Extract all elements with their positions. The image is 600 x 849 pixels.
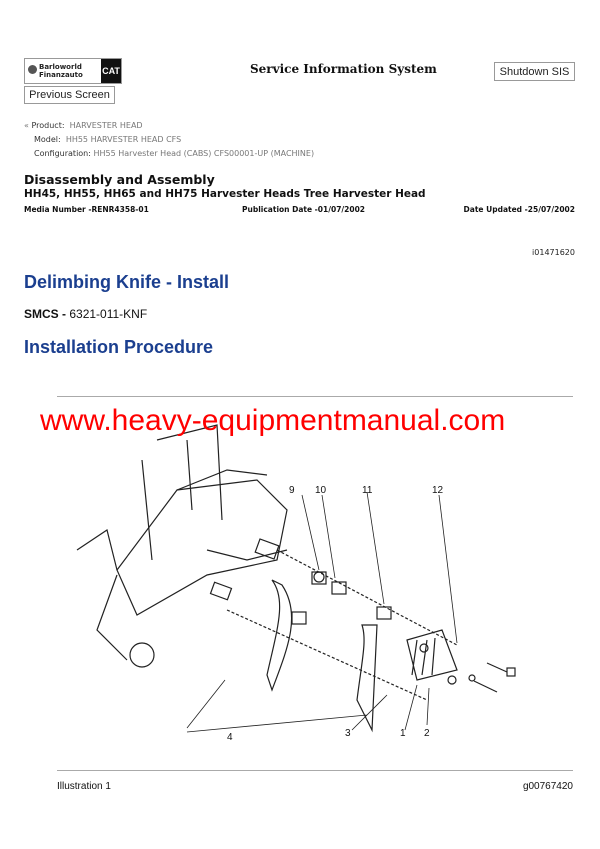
callout-9: 9 (289, 485, 295, 496)
product-value: HARVESTER HEAD (69, 121, 143, 130)
doc-title: Disassembly and Assembly (24, 172, 215, 187)
knife-parts (227, 550, 515, 730)
callout-12: 12 (432, 485, 444, 496)
barloworld-cat-logo (24, 58, 122, 84)
page-heading: Delimbing Knife - Install (24, 272, 230, 292)
publication-date: Publication Date -01/07/2002 (242, 205, 366, 214)
product-label: Product: (31, 121, 65, 130)
shutdown-sis-button[interactable]: Shutdown SIS (494, 62, 575, 81)
smcs-label: SMCS - (24, 307, 66, 321)
config-value: HH55 Harvester Head (CABS) CFS00001-UP (MACHINE) (93, 149, 315, 158)
previous-screen-button[interactable]: Previous Screen (24, 86, 115, 104)
callout-10: 10 (315, 485, 327, 496)
smcs-code: 6321-011-KNF (69, 307, 148, 321)
harvester-frame (77, 425, 287, 667)
media-number: Media Number -RENR4358-01 (24, 205, 149, 214)
callout-3: 3 (345, 728, 351, 739)
callout-2: 2 (424, 728, 430, 739)
divider-top (57, 396, 573, 397)
section-heading: Installation Procedure (24, 337, 214, 357)
doc-subtitle: HH45, HH55, HH65 and HH75 Harvester Heads Tree Harvester Head (24, 188, 426, 200)
divider-bottom (57, 770, 573, 771)
date-updated: Date Updated -25/07/2002 (463, 205, 575, 214)
callout-1: 1 (400, 728, 406, 739)
breadcrumb-config (34, 149, 314, 158)
model-label: Model: (34, 135, 61, 144)
cat-logo: CAT (101, 59, 121, 83)
callout-leaders (187, 492, 457, 732)
illustration-caption: Illustration 1 (57, 781, 111, 792)
watermark: www.heavy-equipmentmanual.com (40, 404, 506, 437)
callout-4: 4 (227, 732, 233, 743)
doc-id: i01471620 (532, 248, 575, 257)
breadcrumb-model (34, 135, 181, 144)
logo-text: Barloworld Finanzauto (25, 59, 101, 83)
smcs-line (24, 307, 147, 321)
callout-11: 11 (362, 485, 373, 496)
model-value: HH55 HARVESTER HEAD CFS (65, 135, 182, 144)
app-title: Service Information System (250, 62, 437, 76)
breadcrumb-product[interactable] (24, 121, 143, 130)
config-label: Configuration: (34, 149, 91, 158)
back-chevron-icon[interactable]: « (24, 121, 29, 130)
graphic-id: g00767420 (522, 781, 573, 792)
exploded-diagram (57, 400, 573, 765)
